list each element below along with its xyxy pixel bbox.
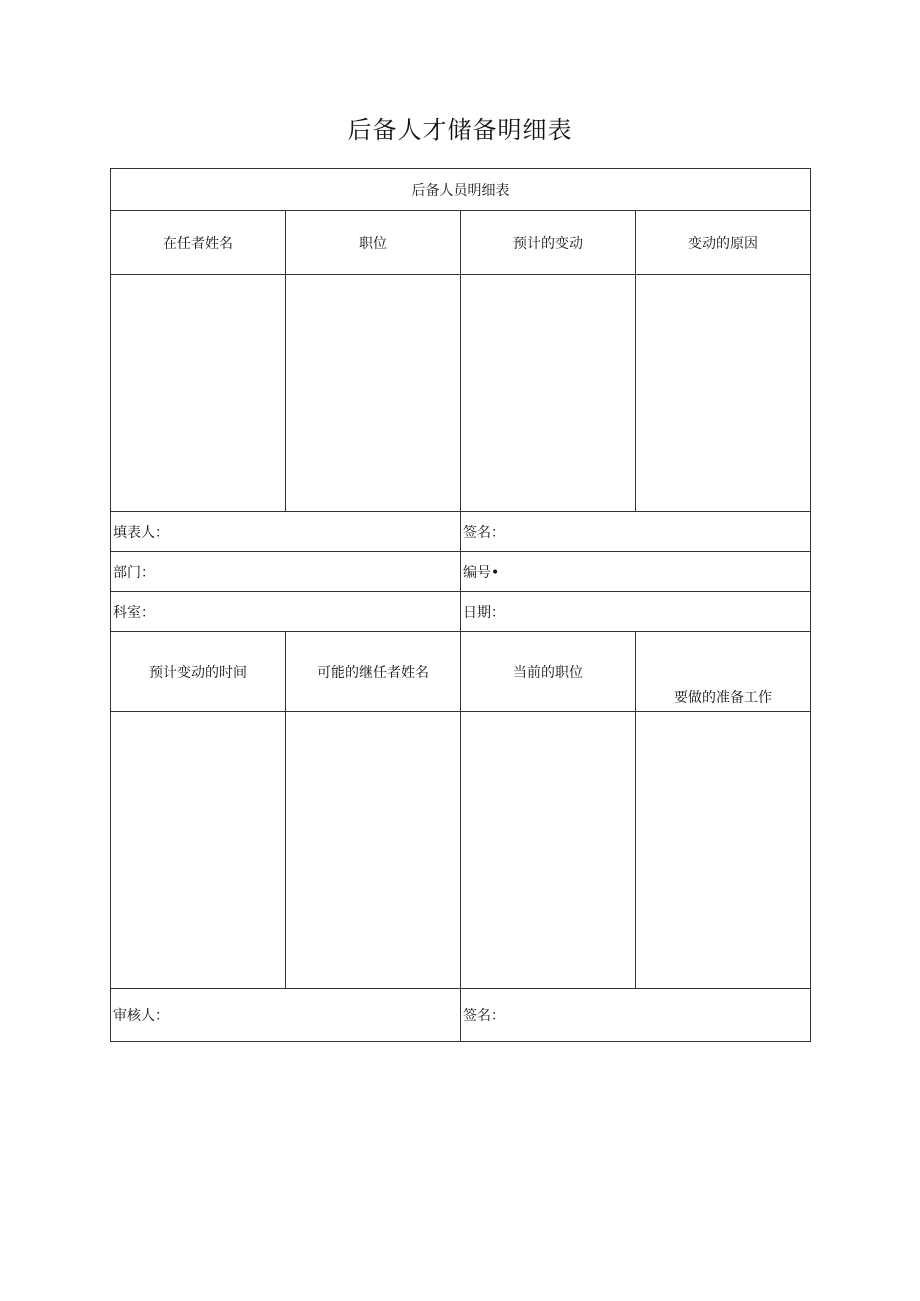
upper-header-row	[111, 211, 811, 275]
info-row-department	[111, 552, 811, 592]
info-row-filler	[111, 512, 811, 552]
filler-label[interactable]: 填表人：	[111, 512, 461, 552]
lower-entry-row	[111, 712, 811, 989]
change-reason-cell[interactable]	[636, 275, 811, 512]
section-office-label[interactable]: 科室：	[111, 592, 461, 632]
column-header-expected-change-time: 预计变动的时间	[111, 632, 286, 712]
serial-number-label[interactable]: 编号•	[461, 552, 811, 592]
column-header-current-position: 当前的职位	[461, 632, 636, 712]
column-header-incumbent-name: 在任者姓名	[111, 211, 286, 275]
section-header-row	[111, 169, 811, 211]
position-cell[interactable]	[286, 275, 461, 512]
department-label[interactable]: 部门：	[111, 552, 461, 592]
lower-header-row	[111, 632, 811, 712]
column-header-expected-change: 预计的变动	[461, 211, 636, 275]
section-header: 后备人员明细表	[111, 169, 811, 211]
footer-row	[111, 989, 811, 1042]
column-header-successor-name: 可能的继任者姓名	[286, 632, 461, 712]
footer-signature-label[interactable]: 签名：	[461, 989, 811, 1042]
upper-entry-row	[111, 275, 811, 512]
column-header-preparation-work: 要做的准备工作	[636, 632, 811, 712]
successor-name-cell[interactable]	[286, 712, 461, 989]
info-row-section	[111, 592, 811, 632]
current-position-cell[interactable]	[461, 712, 636, 989]
signature-label[interactable]: 签名：	[461, 512, 811, 552]
incumbent-name-cell[interactable]	[111, 275, 286, 512]
talent-reserve-table	[110, 168, 811, 1042]
document-title: 后备人才储备明细表	[347, 116, 573, 144]
date-label[interactable]: 日期：	[461, 592, 811, 632]
preparation-work-cell[interactable]	[636, 712, 811, 989]
reviewer-label[interactable]: 审核人：	[111, 989, 461, 1042]
column-header-change-reason: 变动的原因	[636, 211, 811, 275]
expected-change-time-cell[interactable]	[111, 712, 286, 989]
expected-change-cell[interactable]	[461, 275, 636, 512]
column-header-position: 职位	[286, 211, 461, 275]
